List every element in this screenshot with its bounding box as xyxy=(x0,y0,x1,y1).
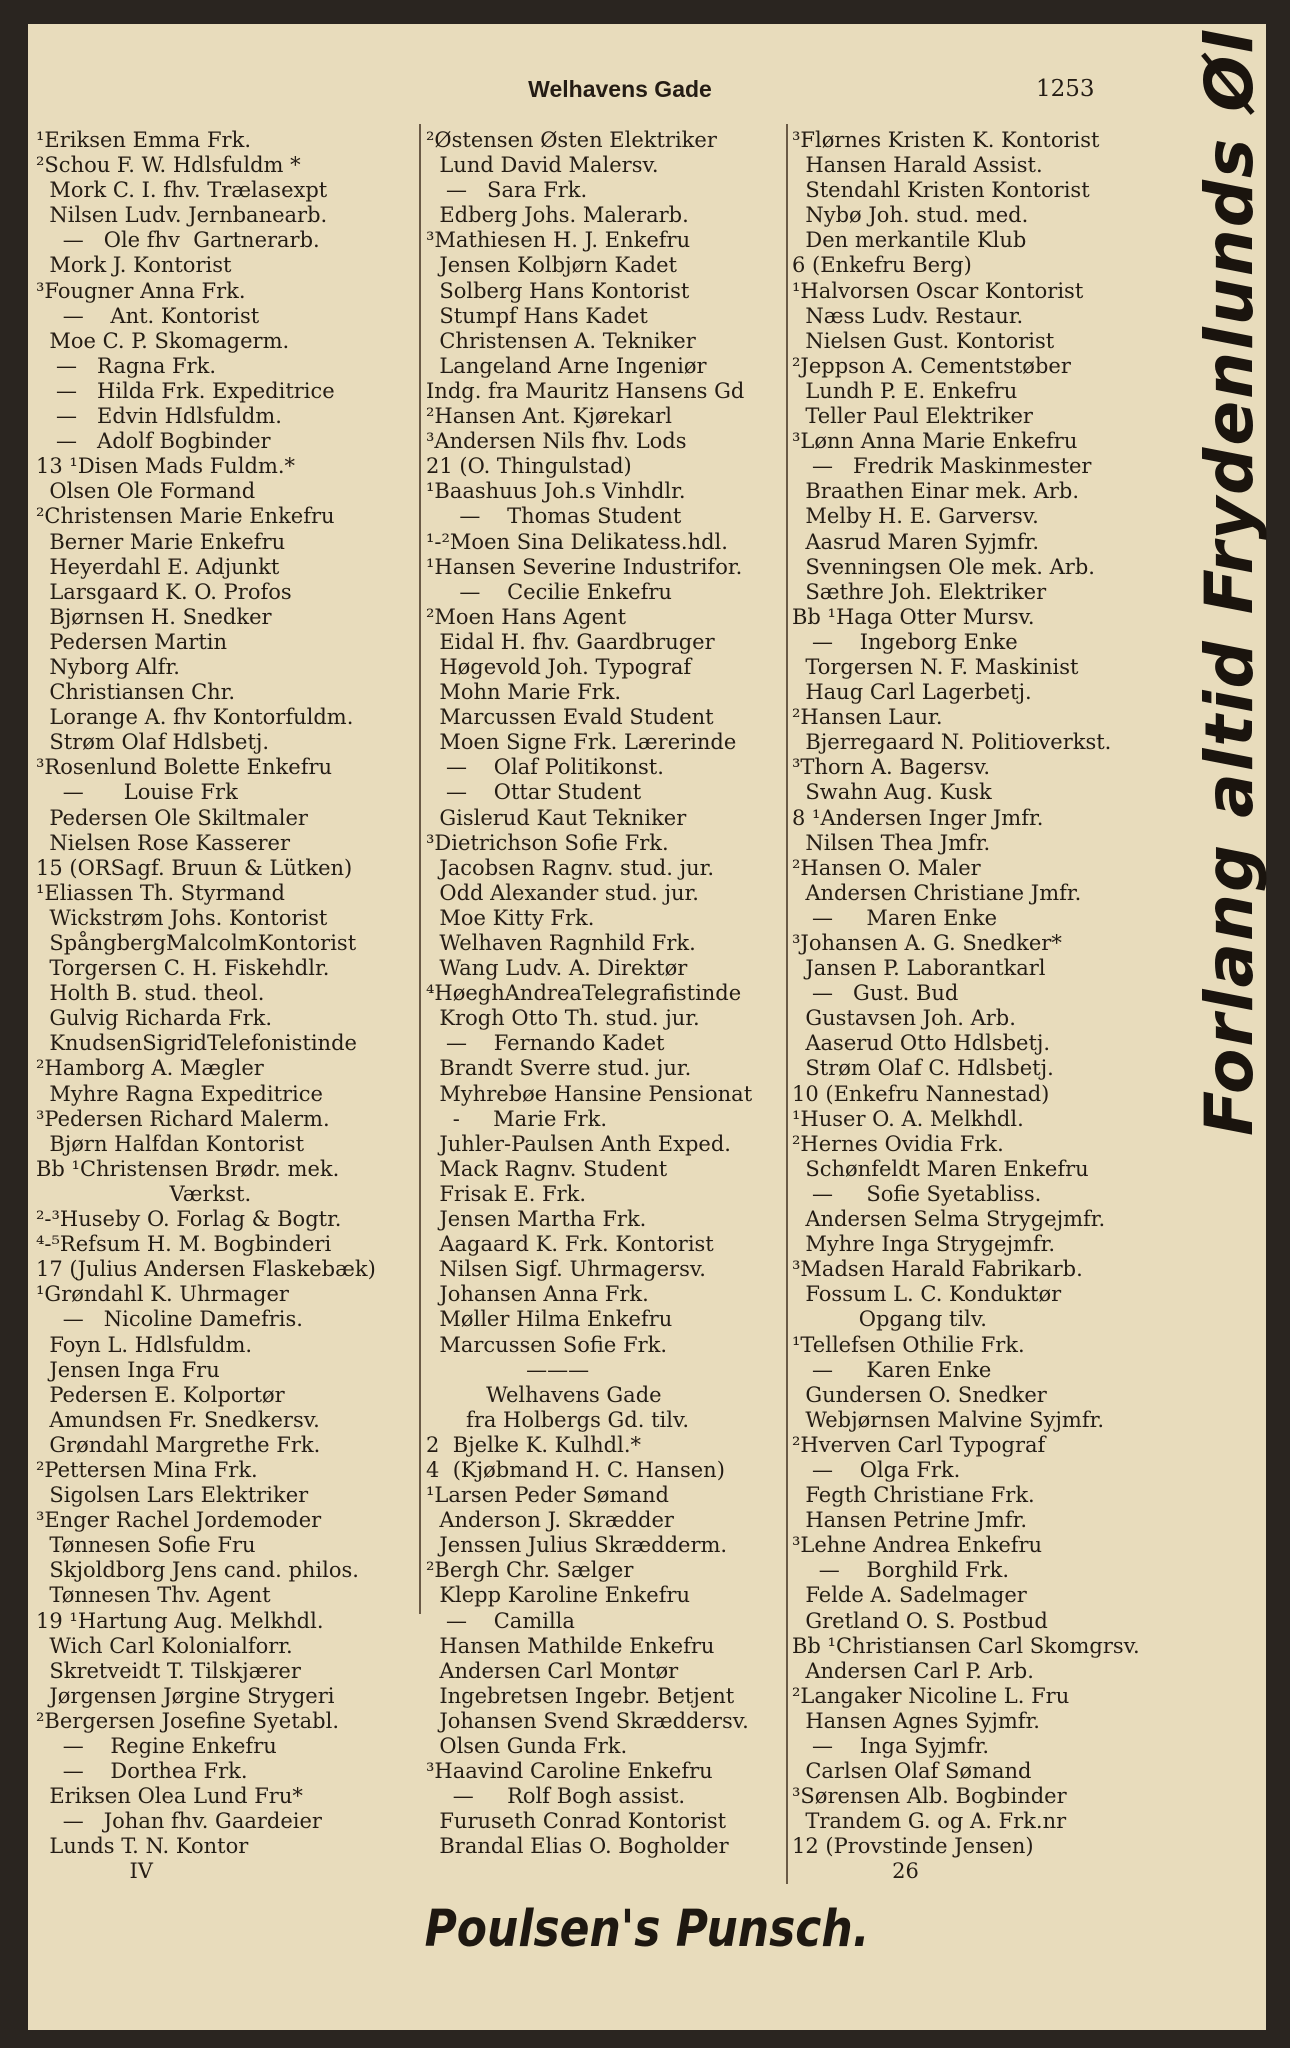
directory-entry: Aaserud Otto Hdlsbetj. xyxy=(792,1031,1051,1056)
directory-entry: Edberg Johs. Malerarb. xyxy=(426,203,689,228)
directory-entry: Myhrebøe Hansine Pensionat xyxy=(426,1081,753,1106)
directory-entry: ²Moen Hans Agent xyxy=(426,604,627,629)
directory-entry: Nielsen Rose Kasserer xyxy=(36,830,291,855)
directory-entry: Jenssen Julius Skrædderm. xyxy=(426,1533,728,1558)
directory-entry: ²Hansen Laur. xyxy=(792,705,943,730)
directory-entry: ²Hverven Carl Typograf xyxy=(792,1432,1046,1457)
directory-entry: 15 (ORSagf. Bruun & Lütken) xyxy=(36,855,353,880)
directory-entry: Webjørnsen Malvine Syjmfr. xyxy=(792,1407,1105,1432)
directory-entry: Svenningsen Ole mek. Arb. xyxy=(792,554,1095,579)
directory-entry: Aasrud Maren Syjmfr. xyxy=(792,529,1040,554)
directory-entry: ¹Larsen Peder Sømand xyxy=(426,1483,669,1508)
directory-entry: — Ragna Frk. xyxy=(36,353,217,378)
directory-entry: Bb ¹Haga Otter Mursv. xyxy=(792,604,1035,629)
directory-entry: Stumpf Hans Kadet xyxy=(426,303,648,328)
directory-entry: Pedersen E. Kolportør xyxy=(36,1382,285,1407)
directory-entry: ²Hansen Ant. Kjørekarl xyxy=(426,404,672,429)
directory-entry: 26 xyxy=(792,1859,919,1884)
directory-entry: Olsen Ole Formand xyxy=(36,479,256,504)
column-divider-1 xyxy=(419,124,421,1614)
directory-entry: Mork J. Kontorist xyxy=(36,253,232,278)
column-divider-2 xyxy=(786,124,788,1884)
directory-entry: ³Lønn Anna Marie Enkefru xyxy=(792,429,1078,454)
directory-entry: Andersen Carl Montør xyxy=(426,1658,679,1683)
directory-entry: Amundsen Fr. Snedkersv. xyxy=(36,1407,320,1432)
directory-entry: Lunds T. N. Kontor xyxy=(36,1834,249,1859)
directory-entry: ²Pettersen Mina Frk. xyxy=(36,1457,258,1482)
directory-entry: Myhre Inga Strygejmfr. xyxy=(792,1232,1056,1257)
directory-entry: — Karen Enke xyxy=(792,1357,992,1382)
directory-entry: 8 ¹Andersen Inger Jmfr. xyxy=(792,805,1044,830)
directory-entry: ⁴-⁵Refsum H. M. Bogbinderi xyxy=(36,1232,332,1257)
poulsens-punsch-advert: Poulsen's Punsch. xyxy=(424,1900,870,1959)
directory-entry: 12 (Provstinde Jensen) xyxy=(792,1834,1034,1859)
directory-entry: fra Holbergs Gd. tilv. xyxy=(426,1407,690,1432)
directory-entry: Nilsen Ludv. Jernbanearb. xyxy=(36,203,328,228)
directory-entry: ²Jeppson A. Cementstøber xyxy=(792,353,1071,378)
directory-entry: ²Hamborg A. Mægler xyxy=(36,1056,264,1081)
directory-entry: Christiansen Chr. xyxy=(36,680,236,705)
directory-entry: ¹Eriksen Emma Frk. xyxy=(36,128,251,152)
directory-entry: Andersen Christiane Jmfr. xyxy=(792,880,1082,905)
directory-entry: ³Sørensen Alb. Bogbinder xyxy=(792,1784,1067,1809)
directory-entry: ¹Eliassen Th. Styrmand xyxy=(36,880,285,905)
directory-entry: ¹Grøndahl K. Uhrmager xyxy=(36,1282,289,1307)
directory-entry: Hansen Mathilde Enkefru xyxy=(426,1633,715,1658)
directory-entry: Tønnesen Thv. Agent xyxy=(36,1583,271,1608)
directory-entry: Felde A. Sadelmager xyxy=(792,1583,1027,1608)
directory-entry: KnudsenSigridTelefonistinde xyxy=(36,1031,357,1056)
directory-entry: Brandt Sverre stud. jur. xyxy=(426,1056,692,1081)
directory-entry: — Johan fhv. Gaardeier xyxy=(36,1809,322,1834)
directory-entry: ¹Tellefsen Othilie Frk. xyxy=(792,1332,1025,1357)
directory-entry: Nilsen Sigf. Uhrmagersv. xyxy=(426,1257,706,1282)
directory-entry: Lundh P. E. Enkefru xyxy=(792,378,1018,403)
directory-entry: — Ant. Kontorist xyxy=(36,303,260,328)
page-number: 1253 xyxy=(1036,76,1095,102)
directory-entry: ²Langaker Nicoline L. Fru xyxy=(792,1683,1070,1708)
directory-entry: Brandal Elias O. Bogholder xyxy=(426,1834,729,1859)
directory-entry: SpångbergMalcolmKontorist xyxy=(36,931,357,955)
directory-entry: — Maren Enke xyxy=(792,905,998,930)
directory-entry: Wang Ludv. A. Direktør xyxy=(426,956,688,981)
directory-entry: — Dorthea Frk. xyxy=(36,1759,248,1784)
directory-entry: 21 (O. Thingulstad) xyxy=(426,454,632,479)
directory-entry: — Rolf Bogh assist. xyxy=(426,1784,686,1809)
directory-entry: — Ottar Student xyxy=(426,780,642,805)
directory-entry: Furuseth Conrad Kontorist xyxy=(426,1809,727,1834)
directory-entry: ²Bergh Chr. Sælger xyxy=(426,1558,634,1583)
directory-entry: Haug Carl Lagerbetj. xyxy=(792,680,1032,705)
directory-entry: Pedersen Ole Skiltmaler xyxy=(36,805,308,830)
directory-entry: Wich Carl Kolonialforr. xyxy=(36,1633,293,1658)
directory-entry: Mork C. I. fhv. Trælasexpt xyxy=(36,178,328,203)
directory-entry: Jensen Inga Fru xyxy=(36,1357,220,1382)
directory-entry: Holth B. stud. theol. xyxy=(36,981,265,1006)
directory-entry: Mack Ragnv. Student xyxy=(426,1156,668,1181)
directory-entry: Hansen Agnes Syjmfr. xyxy=(792,1708,1040,1733)
directory-entry: Moen Signe Frk. Lærerinde xyxy=(426,730,737,755)
directory-entry: ¹Baashuus Joh.s Vinhdlr. xyxy=(426,479,686,504)
directory-entry: Jensen Martha Frk. xyxy=(426,1207,647,1232)
directory-entry: Lund David Malersv. xyxy=(426,153,659,178)
frydenlunds-advert: Forlang altid Frydenlunds Øl xyxy=(1191,28,1268,1136)
directory-entry: 2 Bjelke K. Kulhdl.* xyxy=(426,1432,641,1457)
directory-entry: 10 (Enkefru Nannestad) xyxy=(792,1081,1050,1106)
directory-entry: - Marie Frk. xyxy=(426,1106,608,1131)
directory-entry: Johansen Svend Skræddersv. xyxy=(426,1708,749,1733)
directory-entry: Nielsen Gust. Kontorist xyxy=(792,328,1055,353)
directory-entry: ²Christensen Marie Enkefru xyxy=(36,504,335,529)
directory-entry: Fegth Christiane Frk. xyxy=(792,1483,1035,1508)
directory-entry: Bjørnsen H. Snedker xyxy=(36,604,272,629)
directory-entry: Schønfeldt Maren Enkefru xyxy=(792,1156,1089,1181)
directory-entry: Trandem G. og A. Frk.nr xyxy=(792,1809,1067,1834)
directory-entry: 6 (Enkefru Berg) xyxy=(792,253,972,278)
directory-entry: Jensen Kolbjørn Kadet xyxy=(426,253,677,278)
directory-entry: — Gust. Bud xyxy=(792,981,959,1006)
page-header xyxy=(28,76,1266,116)
directory-entry: Myhre Ragna Expeditrice xyxy=(36,1081,323,1106)
directory-entry: Christensen A. Tekniker xyxy=(426,328,696,353)
directory-entry: ³Rosenlund Bolette Enkefru xyxy=(36,755,333,780)
directory-entry: ³Mathiesen H. J. Enkefru xyxy=(426,228,691,253)
directory-entry: — Adolf Bogbinder xyxy=(36,429,271,454)
directory-entry: Klepp Karoline Enkefru xyxy=(426,1583,691,1608)
street-title: Welhavens Gade xyxy=(528,76,712,102)
directory-page xyxy=(28,24,1266,2030)
directory-entry: Solberg Hans Kontorist xyxy=(426,278,690,303)
directory-entry: — Camilla xyxy=(426,1608,575,1633)
directory-entry: — Ingeborg Enke xyxy=(792,629,1018,654)
column-1 xyxy=(36,128,416,1885)
directory-entry: Gretland O. S. Postbud xyxy=(792,1608,1048,1633)
directory-entry: Bjørn Halfdan Kontorist xyxy=(36,1131,305,1156)
directory-entry: Carlsen Olaf Sømand xyxy=(792,1759,1032,1784)
directory-entry: Den merkantile Klub xyxy=(792,228,1027,253)
directory-entry: ²Bergersen Josefine Syetabl. xyxy=(36,1708,340,1733)
directory-entry: Fossum L. C. Konduktør xyxy=(792,1282,1062,1307)
directory-entry: — Sara Frk. xyxy=(426,178,588,203)
directory-entry: Opgang tilv. xyxy=(792,1307,987,1332)
directory-entry: Gislerud Kaut Tekniker xyxy=(426,805,687,830)
directory-entry: IV xyxy=(36,1859,153,1884)
directory-entry: Moe C. P. Skomagerm. xyxy=(36,328,290,353)
directory-entry: ²-³Huseby O. Forlag & Bogtr. xyxy=(36,1207,342,1232)
directory-entry: Welhaven Ragnhild Frk. xyxy=(426,931,696,955)
directory-entry: Gustavsen Joh. Arb. xyxy=(792,1006,1016,1031)
directory-entry: Indg. fra Mauritz Hansens Gd xyxy=(426,378,745,403)
directory-entry: ¹-²Moen Sina Delikatess.hdl. xyxy=(426,529,728,554)
directory-entry: Swahn Aug. Kusk xyxy=(792,780,992,805)
directory-entry: Andersen Selma Strygejmfr. xyxy=(792,1207,1106,1232)
directory-entry: Lorange A. fhv Kontorfuldm. xyxy=(36,705,354,730)
directory-entry: Stendahl Kristen Kontorist xyxy=(792,178,1090,203)
directory-entry: — Thomas Student xyxy=(426,504,682,529)
directory-entry: Eriksen Olea Lund Fru* xyxy=(36,1784,303,1809)
directory-entry: Krogh Otto Th. stud. jur. xyxy=(426,1006,700,1031)
directory-entry: Skjoldborg Jens cand. philos. xyxy=(36,1558,359,1583)
directory-entry: 4 (Kjøbmand H. C. Hansen) xyxy=(426,1457,725,1482)
directory-entry: ³Dietrichson Sofie Frk. xyxy=(426,830,669,855)
directory-entry: Larsgaard K. O. Profos xyxy=(36,579,292,604)
directory-entry: Sigolsen Lars Elektriker xyxy=(36,1483,309,1508)
directory-entry: Pedersen Martin xyxy=(36,629,228,654)
directory-entry: Jacobsen Ragnv. stud. jur. xyxy=(426,855,715,880)
directory-entry: Høgevold Joh. Typograf xyxy=(426,654,692,679)
directory-entry: — Edvin Hdlsfuldm. xyxy=(36,404,282,429)
directory-entry: Marcussen Evald Student xyxy=(426,705,714,730)
directory-entry: — Hilda Frk. Expeditrice xyxy=(36,378,335,403)
directory-entry: ¹Hansen Severine Industrifor. xyxy=(426,554,743,579)
directory-entry: Skretveidt T. Tilskjærer xyxy=(36,1658,301,1683)
directory-entry: Strøm Olaf C. Hdlsbetj. xyxy=(792,1056,1054,1081)
directory-entry: Eidal H. fhv. Gaardbruger xyxy=(426,629,715,654)
directory-entry: 17 (Julius Andersen Flaskebæk) xyxy=(36,1257,376,1282)
directory-entry: Olsen Gunda Frk. xyxy=(426,1734,628,1758)
directory-entry: — Fernando Kadet xyxy=(426,1031,665,1056)
directory-entry: ²Schou F. W. Hdlsfuldm * xyxy=(36,153,301,178)
directory-entry: Anderson J. Skrædder xyxy=(426,1508,674,1533)
directory-entry: ³Haavind Caroline Enkefru xyxy=(426,1759,713,1784)
directory-entry: Grøndahl Margrethe Frk. xyxy=(36,1432,321,1457)
column-2 xyxy=(426,128,784,1859)
directory-entry: ³Pedersen Richard Malerm. xyxy=(36,1106,330,1131)
directory-entry: — Fredrik Maskinmester xyxy=(792,454,1092,479)
directory-entry: Strøm Olaf Hdlsbetj. xyxy=(36,730,270,755)
directory-entry: ²Hansen O. Maler xyxy=(792,855,981,880)
directory-entry: ³Andersen Nils fhv. Lods xyxy=(426,429,687,454)
directory-entry: ³Johansen A. G. Snedker* xyxy=(792,931,1062,955)
directory-entry: — Louise Frk xyxy=(36,780,238,805)
directory-entry: Andersen Carl P. Arb. xyxy=(792,1658,1034,1683)
directory-entry: Juhler-Paulsen Anth Exped. xyxy=(426,1131,731,1156)
directory-entry: Mohn Marie Frk. xyxy=(426,680,622,705)
directory-entry: Jørgensen Jørgine Strygeri xyxy=(36,1683,335,1708)
directory-entry: Berner Marie Enkefru xyxy=(36,529,286,554)
directory-entry: Gulvig Richarda Frk. xyxy=(36,1006,273,1031)
directory-entry: Jansen P. Laborantkarl xyxy=(792,956,1046,981)
directory-entry: ³Thorn A. Bagersv. xyxy=(792,755,991,780)
directory-entry: — Sofie Syetabliss. xyxy=(792,1181,1042,1206)
directory-entry: ³Enger Rachel Jordemoder xyxy=(36,1508,322,1533)
directory-entry: — Borghild Frk. xyxy=(792,1558,1010,1583)
directory-entry: Heyerdahl E. Adjunkt xyxy=(36,554,280,579)
directory-entry: 19 ¹Hartung Aug. Melkhdl. xyxy=(36,1608,324,1633)
directory-entry: Nilsen Thea Jmfr. xyxy=(792,830,991,855)
directory-entry: ³Lehne Andrea Enkefru xyxy=(792,1533,1043,1558)
directory-entry: ²Hernes Ovidia Frk. xyxy=(792,1131,1004,1156)
directory-entry: Aagaard K. Frk. Kontorist xyxy=(426,1232,714,1257)
directory-entry: Moe Kitty Frk. xyxy=(426,905,595,930)
directory-entry: Møller Hilma Enkefru xyxy=(426,1307,673,1332)
directory-entry: — Ole fhv Gartnerarb. xyxy=(36,228,320,253)
column-3 xyxy=(792,128,1147,1885)
directory-entry: Hansen Harald Assist. xyxy=(792,153,1043,178)
directory-entry: Johansen Anna Frk. xyxy=(426,1282,649,1307)
directory-entry: ¹Halvorsen Oscar Kontorist xyxy=(792,278,1084,303)
directory-entry: — Inga Syjmfr. xyxy=(792,1734,990,1758)
directory-entry: Wickstrøm Johs. Kontorist xyxy=(36,905,328,930)
directory-entry: Hansen Petrine Jmfr. xyxy=(792,1508,1028,1533)
directory-entry: ³Flørnes Kristen K. Kontorist xyxy=(792,128,1100,152)
directory-entry: Odd Alexander stud. jur. xyxy=(426,880,699,905)
directory-entry: Næss Ludv. Restaur. xyxy=(792,303,1024,328)
directory-entry: — Nicoline Damefris. xyxy=(36,1307,303,1332)
directory-entry: ——— xyxy=(426,1357,590,1382)
directory-entry: Marcussen Sofie Frk. xyxy=(426,1332,668,1357)
directory-entry: Welhavens Gade xyxy=(426,1382,662,1407)
directory-entry: ³Madsen Harald Fabrikarb. xyxy=(792,1257,1083,1282)
directory-entry: Teller Paul Elektriker xyxy=(792,404,1033,429)
directory-entry: Bjerregaard N. Politioverkst. xyxy=(792,730,1112,755)
directory-entry: ³Fougner Anna Frk. xyxy=(36,278,246,303)
directory-entry: — Olaf Politikonst. xyxy=(426,755,664,780)
directory-entry: Melby H. E. Garversv. xyxy=(792,504,1039,529)
directory-entry: ⁴HøeghAndreaTelegrafistinde xyxy=(426,981,742,1006)
directory-entry: Bb ¹Christensen Brødr. mek. xyxy=(36,1156,340,1181)
directory-entry: — Regine Enkefru xyxy=(36,1734,277,1758)
directory-entry: Tønnesen Sofie Fru xyxy=(36,1533,256,1558)
directory-entry: Torgersen N. F. Maskinist xyxy=(792,654,1079,679)
directory-entry: 13 ¹Disen Mads Fuldm.* xyxy=(36,454,296,479)
directory-entry: Ingebretsen Ingebr. Betjent xyxy=(426,1683,735,1708)
directory-entry: Nybø Joh. stud. med. xyxy=(792,203,1029,228)
directory-entry: Torgersen C. H. Fiskehdlr. xyxy=(36,956,330,981)
directory-entry: Sæthre Joh. Elektriker xyxy=(792,579,1047,604)
directory-entry: Foyn L. Hdlsfuldm. xyxy=(36,1332,253,1357)
directory-entry: Værkst. xyxy=(36,1181,252,1206)
directory-entry: — Cecilie Enkefru xyxy=(426,579,672,604)
directory-entry: ²Østensen Østen Elektriker xyxy=(426,128,717,152)
directory-entry: Frisak E. Frk. xyxy=(426,1181,587,1206)
directory-entry: Bb ¹Christiansen Carl Skomgrsv. xyxy=(792,1633,1140,1658)
directory-entry: Gundersen O. Snedker xyxy=(792,1382,1047,1407)
directory-entry: — Olga Frk. xyxy=(792,1457,961,1482)
directory-entry: Braathen Einar mek. Arb. xyxy=(792,479,1079,504)
directory-entry: Langeland Arne Ingeniør xyxy=(426,353,707,378)
directory-entry: Nyborg Alfr. xyxy=(36,654,180,679)
directory-entry: ¹Huser O. A. Melkhdl. xyxy=(792,1106,1024,1131)
